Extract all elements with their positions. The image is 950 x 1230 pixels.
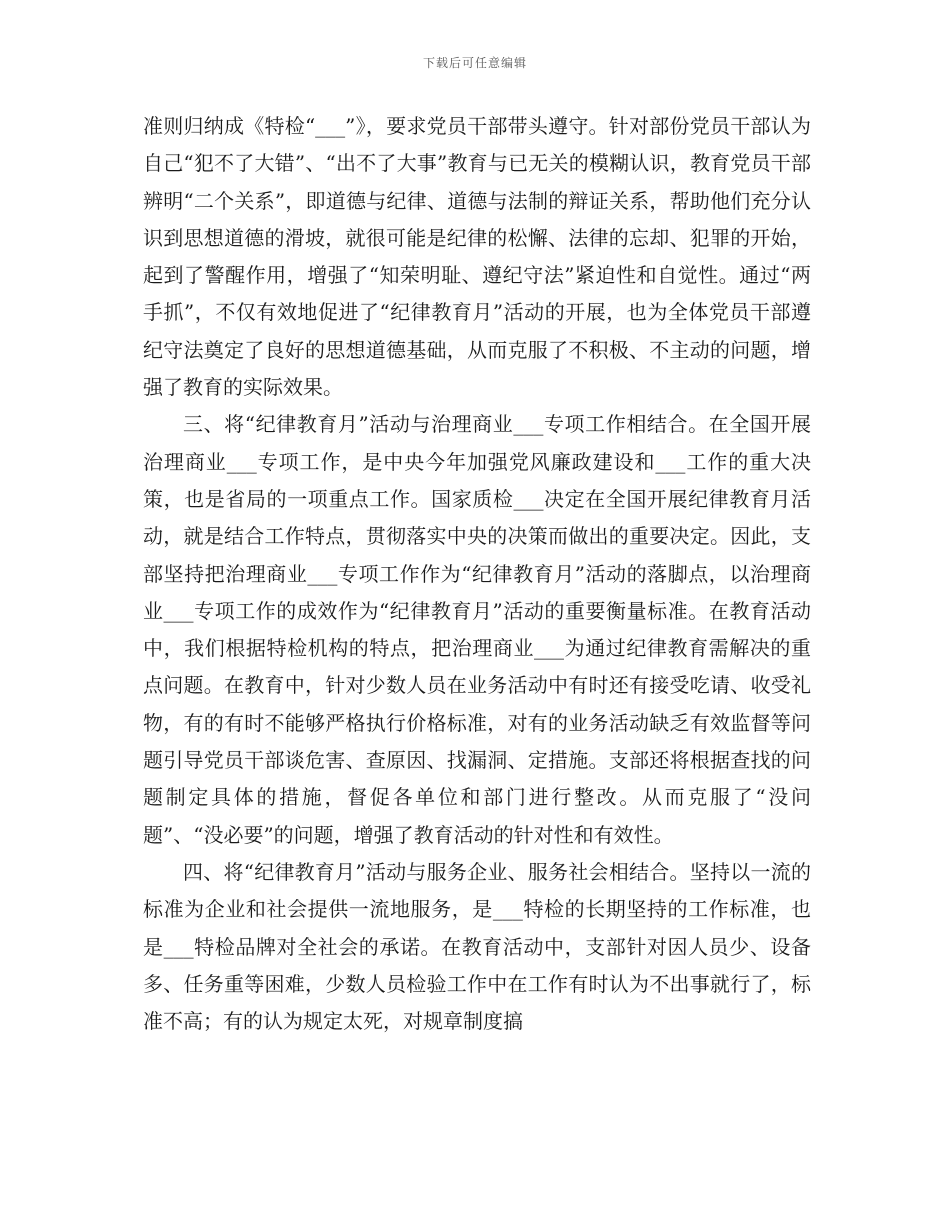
paragraph-section-three: 三、将“纪律教育月”活动与治理商业___专项工作相结合。在全国开展治理商业___专项工作，是中央今年加强党风廉政建设和___工作的重大决策，也是省局的一项重点工作。国家质检___决定在全国开展纪律教育月活动，就是结合工作特点，贯彻落实中央的决策而做出的重要决定。因此，支部坚持把治理商业___专项工作作为“纪律教育月”活动的落脚点，以治理商业___专项工作的成效作为“纪律教育月”活动的重要衡量标准。在教育活动中，我们根据特检机构的特点，把治理商业___为通过纪律教育需解决的重点问题。在教育中，针对少数人员在业务活动中有时还有接受吃请、收受礼物，有的有时不能够严格执行价格标准，对有的业务活动缺乏有效监督等问题引导党员干部谈危害、查原因、找漏洞、定措施。支部还将根据查找的问题制定具体的措施，督促各单位和部门进行整改。从而克服了“没问题”、“没必要”的问题，增强了教育活动的针对性和有效性。: [143, 412, 811, 847]
paragraph-section-four: 四、将“纪律教育月”活动与服务企业、服务社会相结合。坚持以一流的标准为企业和社会提供一流地服务，是___特检的长期坚持的工作标准，也是___特检品牌对全社会的承诺。在教育活动中，支部针对因人员少、设备多、任务重等困难，少数人员检验工作中在工作有时认为不出事就行了，标准不高；有的认为规定太死，对规章制度搞: [143, 859, 811, 1034]
page-header: 下载后可任意编辑: [422, 56, 527, 70]
document-body: [143, 108, 811, 1040]
paragraph-continuation: 准则归纳成《特检“___”》，要求党员干部带头遵守。针对部份党员干部认为自己“犯不了大错”、“出不了大事”教育与已无关的模糊认识，教育党员干部辨明“二个关系”，即道德与纪律、道德与法制的辩证关系，帮助他们充分认识到思想道德的滑坡，就很可能是纪律的松懈、法律的忘却、犯罪的开始，起到了警醒作用，增强了“知荣明耻、遵纪守法”紧迫性和自觉性。通过“两手抓”，不仅有效地促进了“纪律教育月”活动的开展，也为全体党员干部遵纪守法奠定了良好的思想道德基础，从而克服了不积极、不主动的问题，增强了教育的实际效果。: [143, 114, 811, 400]
